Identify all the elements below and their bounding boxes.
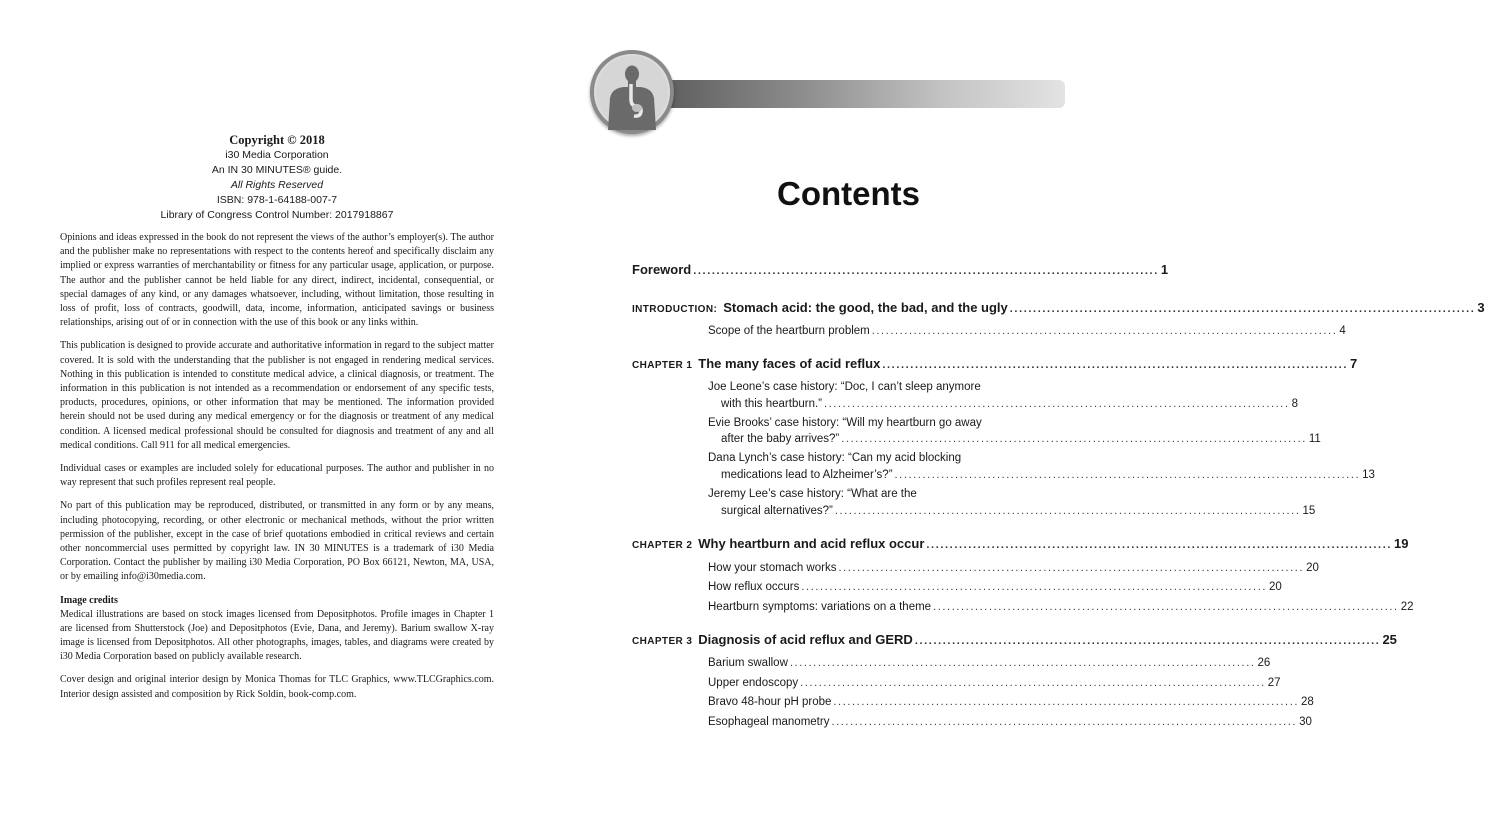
dot-leader: ....................................................................................................	[838, 562, 1305, 574]
toc-subentry[interactable]: with this heartburn.” .................................................................................................... 8	[721, 398, 1299, 410]
dot-leader: ....................................................................................................	[824, 398, 1290, 410]
page-number: 22	[1400, 601, 1414, 613]
toc-subentry[interactable]: Esophageal manometry .................................................................................................... 30	[708, 716, 1312, 728]
dot-leader: ....................................................................................................	[833, 696, 1300, 708]
toc-entry-chapter-3[interactable]: CHAPTER 3 Diagnosis of acid reflux and GERD .................................................................................................... 25	[632, 632, 1397, 647]
dot-leader: ....................................................................................................	[1009, 303, 1476, 315]
reproduction-paragraph: No part of this publication may be reproduced, distributed, or transmitted in any form or by any means, including photocopying, recording, or other electronic or mechanical methods, without the prior written permission of the publisher, except in the case of brief quotations embodied in critical reviews and certain other noncommercial uses permitted by copyright law. IN 30 MINUTES is a trademark of i30 Media Corporation. Contact the publisher by mailing i30 Media Corporation, PO Box 66121, Newton, MA, USA, or by emailing info@i30media.com.	[60, 500, 494, 583]
dot-leader: ....................................................................................................	[789, 657, 1256, 669]
publisher-line: i30 Media Corporation	[225, 149, 329, 161]
disclaimer-paragraph: Opinions and ideas expressed in the book do not represent the views of the author’s employer(s). The author and the publisher make no representations with respect to the contents hereof and specifically disclaim any implied or express warranties of merchantability or fitness for any particular usage, application, or purpose. The author and the publisher cannot be held liable for any direct, indirect, incidental, consequential, or special damages of any kind, or any damages whatsoever, including, without limitation, those resulting in loss of profit, loss of contracts, goodwill, data, income, information, anticipated savings or business relationships, arising out of or in connection with the use of this book or any links within.	[60, 232, 494, 329]
entry-prefix: CHAPTER 2	[632, 540, 693, 551]
page-number: 13	[1362, 469, 1375, 481]
guide-line: An IN 30 MINUTES® guide.	[211, 164, 343, 176]
page-number: 28	[1301, 696, 1314, 708]
page-number: 26	[1257, 657, 1271, 669]
copyright-title: Copyright © 2018	[229, 133, 325, 147]
toc-subentry[interactable]: Bravo 48-hour pH probe .................................................................................................... 28	[708, 696, 1314, 708]
contents-title: Contents	[777, 175, 920, 212]
toc-subentry[interactable]: surgical alternatives?” .................................................................................................... 15	[721, 505, 1316, 517]
toc-subentry[interactable]: How your stomach works .................................................................................................... 20	[708, 562, 1319, 574]
entry-prefix: CHAPTER 1	[632, 360, 693, 371]
header-banner	[665, 80, 1065, 108]
copyright-header	[60, 132, 494, 223]
page-number: 30	[1299, 716, 1312, 728]
dot-leader: ....................................................................................................	[801, 581, 1268, 593]
page-number: 25	[1382, 632, 1397, 647]
toc-subentry[interactable]: Scope of the heartburn problem .................................................................................................... 4	[708, 325, 1346, 337]
toc-entry-foreword[interactable]: Foreword .................................................................................................... 1	[632, 262, 1169, 277]
dot-leader: ....................................................................................................	[693, 265, 1159, 277]
dot-leader: ....................................................................................................	[882, 359, 1348, 371]
toc-entry-chapter-1[interactable]: CHAPTER 1 The many faces of acid reflux .................................................................................................... 7	[632, 356, 1358, 371]
toc-subentry-line1[interactable]: Jeremy Lee’s case history: “What are the	[708, 488, 917, 500]
page-number: 11	[1308, 433, 1321, 445]
medical-disclaimer-paragraph: This publication is designed to provide accurate and authoritative information in regard to the subject matter covered. It is sold with the understanding that the publisher is not engaged in rendering medical services. Nothing in this publication is intended to constitute medical advice, a clinical diagnosis, or treatment. The information in this publication is not intended as a recommendation or endorsement of any specific tests, products, procedures, opinions, or other information that may be mentioned. The information provided herein should not be used during any medical emergency or for the diagnosis or treatment of any medical condition. A licensed medical professional should be consulted for diagnosis and treatment of any and all medical conditions. Call 911 for all medical emergencies.	[60, 340, 494, 451]
toc-subentry-line1[interactable]: Joe Leone’s case history: “Doc, I can’t sleep anymore	[708, 381, 981, 393]
page-number: 7	[1349, 356, 1358, 371]
entry-prefix: INTRODUCTION:	[632, 304, 718, 315]
dot-leader: ....................................................................................................	[933, 601, 1399, 613]
toc-subentry[interactable]: after the baby arrives?” .................................................................................................... 11	[721, 433, 1321, 445]
dot-leader: ....................................................................................................	[871, 325, 1338, 337]
cover-design-paragraph: Cover design and original interior design by Monica Thomas for TLC Graphics, www.TLCGraphics.com. Interior design assisted and composition by Rick Soldin, book-comp.com.	[60, 674, 494, 700]
page-number: 1	[1160, 262, 1169, 277]
dot-leader: ....................................................................................................	[834, 505, 1301, 517]
dot-leader: ....................................................................................................	[894, 469, 1361, 481]
dot-leader: ....................................................................................................	[914, 635, 1381, 647]
page-number: 3	[1477, 300, 1485, 315]
toc-subentry-line1[interactable]: Dana Lynch’s case history: “Can my acid blocking	[708, 452, 962, 464]
image-credits-text: Medical illustrations are based on stock images licensed from Depositphotos. Profile images in Chapter 1 are licensed from Shutterstock (Joe) and Depositphotos (Evie, Dana, and Jeremy). Barium swallow X-ray image is licensed from Depositphotos. All other photographs, images, tables, and diagrams were created by i30 Media Corporation based on publicly available research.	[60, 608, 494, 663]
copyright-page	[60, 132, 494, 702]
dot-leader: ....................................................................................................	[926, 539, 1393, 551]
toc-subentry[interactable]: Upper endoscopy .................................................................................................... 27	[708, 677, 1281, 689]
toc-entry-chapter-2[interactable]: CHAPTER 2 Why heartburn and acid reflux occur .................................................................................................... 19	[632, 536, 1409, 551]
toc-subentry[interactable]: How reflux occurs .................................................................................................... 20	[708, 581, 1282, 593]
toc-subentry[interactable]: Barium swallow .................................................................................................... 26	[708, 657, 1271, 669]
dot-leader: ....................................................................................................	[831, 716, 1298, 728]
page-number: 8	[1291, 398, 1299, 410]
dot-leader: ....................................................................................................	[800, 677, 1266, 689]
image-credits-heading: Image credits	[60, 594, 118, 606]
page-number: 20	[1269, 581, 1282, 593]
toc-subentry-line1[interactable]: Evie Brooks’ case history: “Will my heartburn go away	[708, 417, 982, 429]
rights-line: All Rights Reserved	[230, 179, 324, 191]
toc-entry-introduction[interactable]: INTRODUCTION: Stomach acid: the good, the bad, and the ugly .................................................................................................... 3	[632, 300, 1485, 315]
torso-icon	[590, 50, 674, 134]
isbn-line: ISBN: 978-1-64188-007-7	[216, 194, 338, 206]
page-number: 4	[1339, 325, 1346, 337]
toc-subentry[interactable]: Heartburn symptoms: variations on a theme .................................................................................................... 22	[708, 601, 1414, 613]
entry-prefix: CHAPTER 3	[632, 636, 693, 647]
page-number: 20	[1306, 562, 1319, 574]
page-number: 15	[1302, 505, 1316, 517]
page-number: 19	[1394, 536, 1409, 551]
toc-subentry[interactable]: medications lead to Alzheimer’s?” .................................................................................................... 13	[721, 469, 1375, 481]
page-number: 27	[1267, 677, 1281, 689]
cases-paragraph: Individual cases or examples are included solely for educational purposes. The author and publisher in no way represent that such profiles represent real people.	[60, 463, 494, 489]
loc-line: Library of Congress Control Number: 2017918867	[160, 209, 394, 221]
dot-leader: ....................................................................................................	[841, 433, 1307, 445]
